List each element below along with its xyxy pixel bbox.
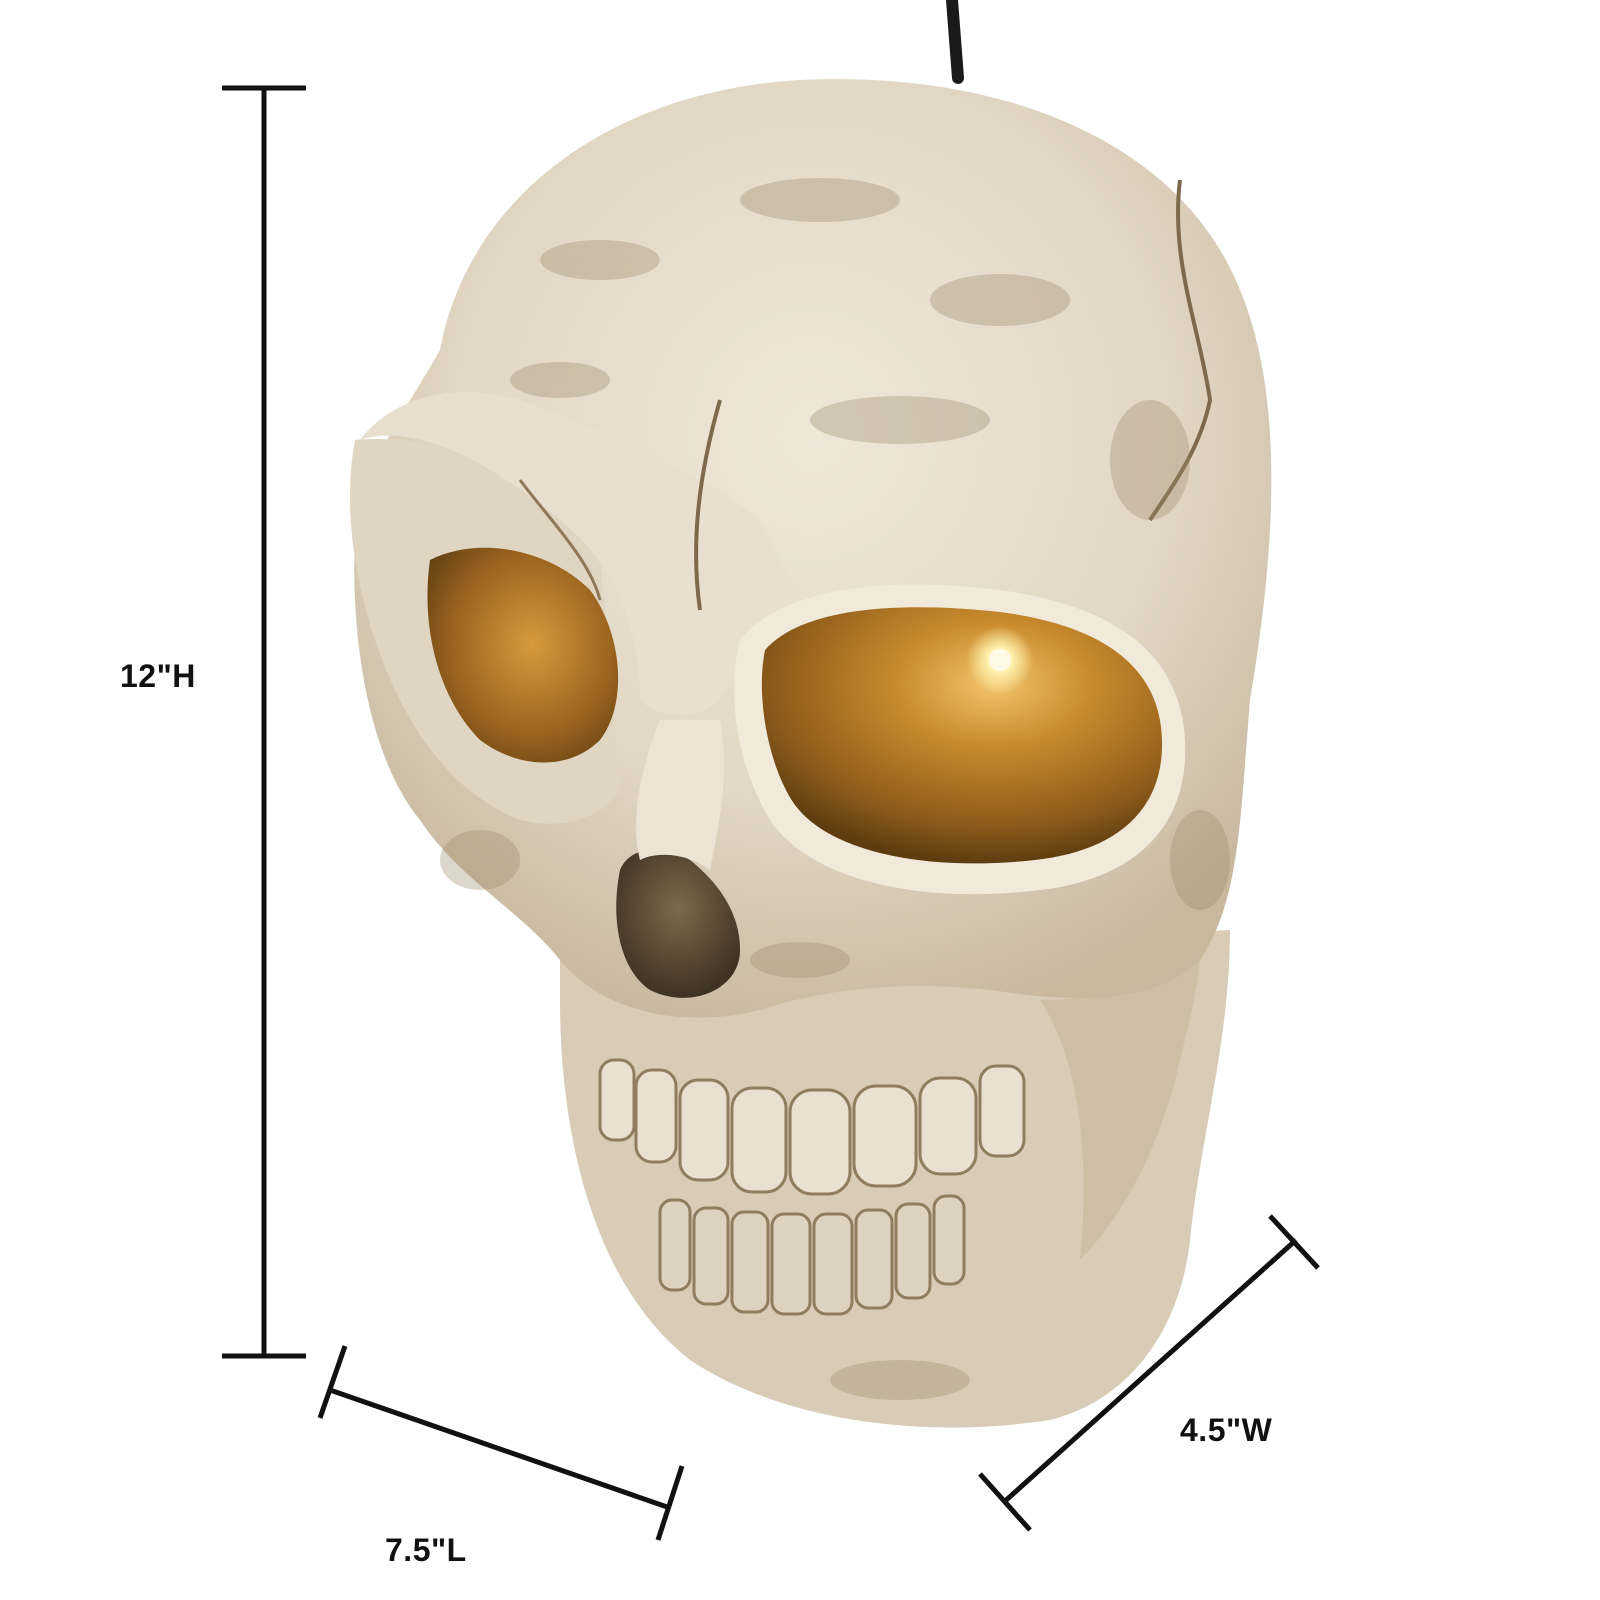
tooth — [732, 1212, 768, 1312]
dimension-height-label: 12"H — [120, 658, 196, 694]
tooth — [896, 1204, 930, 1298]
tooth — [790, 1090, 850, 1194]
tooth — [980, 1066, 1024, 1156]
tooth — [856, 1210, 892, 1308]
eye-led-core — [989, 649, 1011, 671]
hanging-cord — [952, 0, 958, 78]
tooth — [694, 1208, 728, 1304]
dimension-length-label: 7.5"L — [385, 1532, 467, 1568]
dimension-length-line — [320, 1346, 682, 1540]
tooth — [660, 1200, 690, 1290]
tooth — [600, 1060, 634, 1140]
dimension-height-line — [222, 88, 306, 1356]
tooth — [920, 1078, 976, 1174]
skull-right-eye-socket — [762, 607, 1162, 863]
tooth — [636, 1070, 676, 1162]
tooth — [772, 1214, 810, 1314]
dimension-width-label: 4.5"W — [1180, 1412, 1273, 1448]
tooth — [814, 1214, 852, 1314]
tooth — [934, 1196, 964, 1284]
skull — [350, 79, 1271, 1427]
tooth — [680, 1080, 728, 1180]
tooth — [732, 1088, 786, 1192]
tooth — [854, 1086, 916, 1186]
